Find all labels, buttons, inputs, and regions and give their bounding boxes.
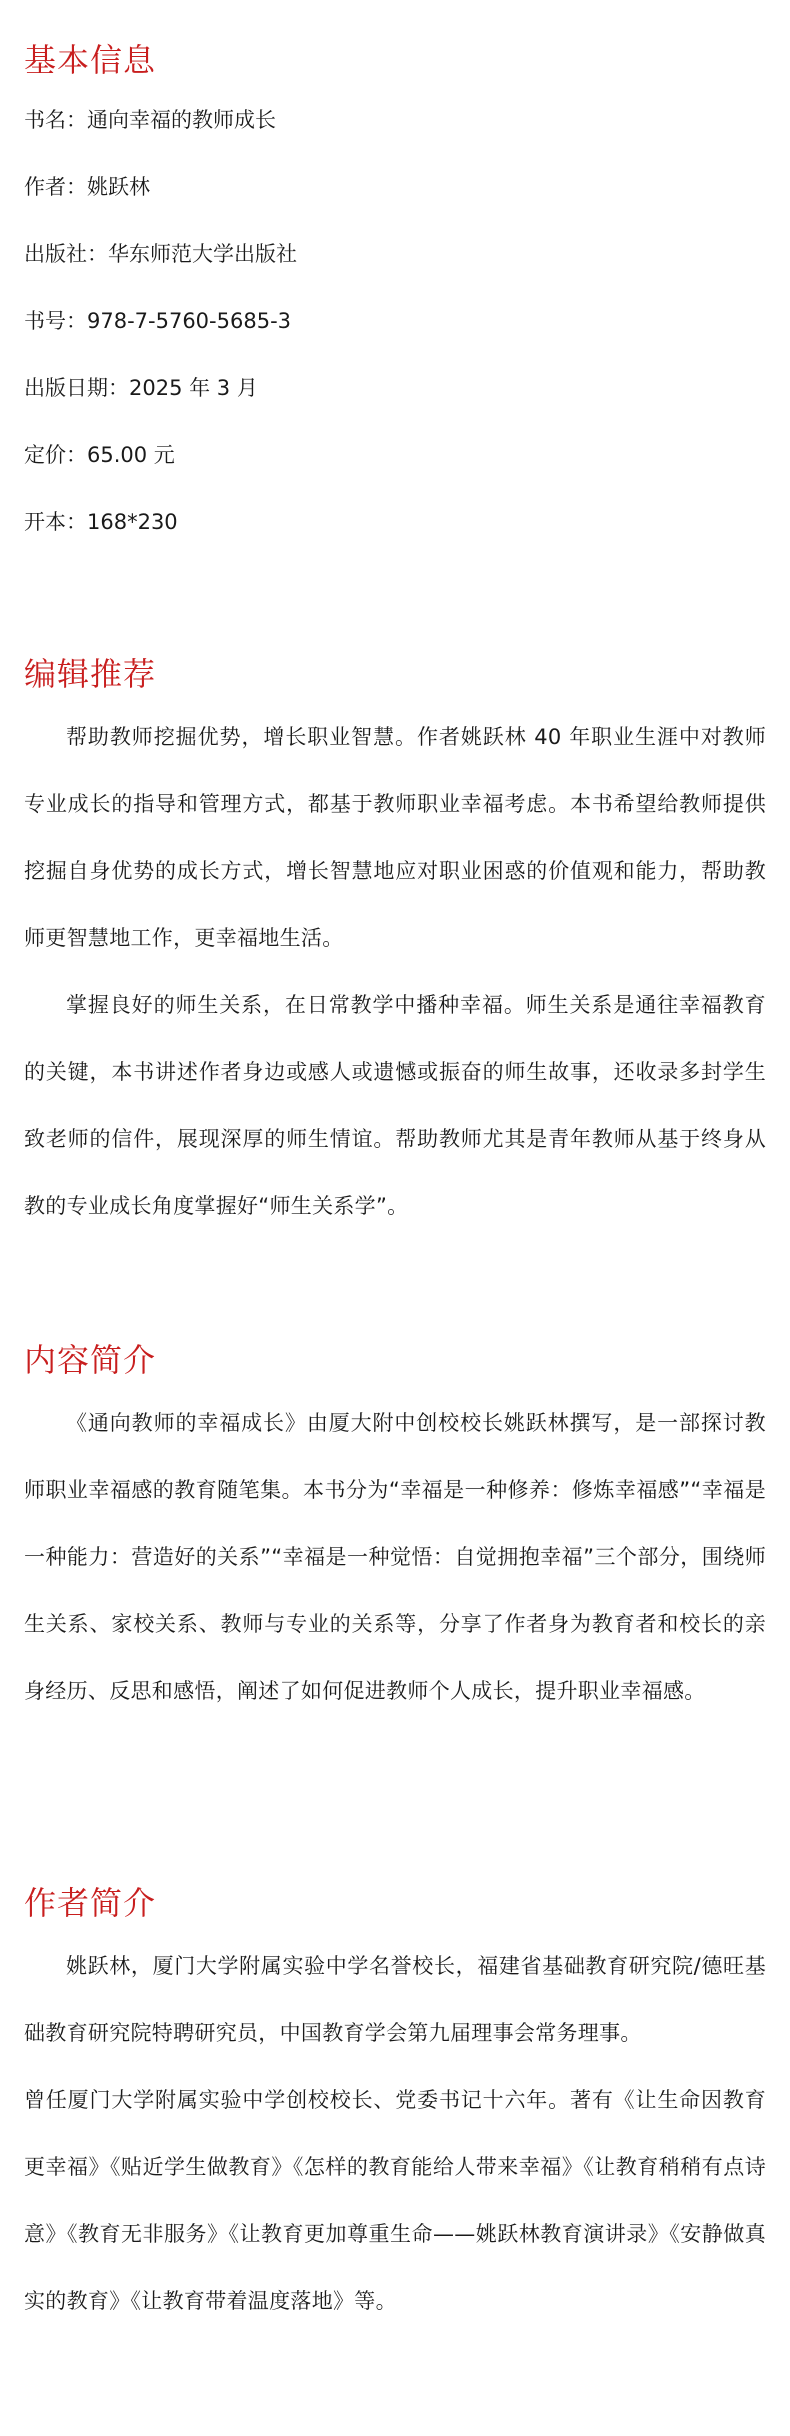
info-format: 开本：168*230 bbox=[24, 510, 178, 534]
editor-recommendation-heading: 编辑推荐 bbox=[24, 655, 157, 693]
info-publisher: 出版社：华东师范大学出版社 bbox=[24, 242, 297, 266]
info-publish-date: 出版日期：2025 年 3 月 bbox=[24, 376, 258, 400]
info-isbn: 书号：978-7-5760-5685-3 bbox=[24, 309, 292, 333]
author-intro-heading: 作者简介 bbox=[24, 1884, 157, 1922]
basic-info-list bbox=[24, 106, 766, 536]
content-summary-section bbox=[24, 1340, 766, 1725]
basic-info-section bbox=[24, 40, 766, 536]
basic-info-heading: 基本信息 bbox=[24, 41, 157, 79]
editor-recommendation-section bbox=[24, 654, 766, 1240]
info-title: 书名：通向幸福的教师成长 bbox=[24, 108, 276, 132]
author-intro-paragraph-1: 姚跃林，厦门大学附属实验中学名誉校长，福建省基础教育研究院/德旺基础教育研究院特聘研究员，中国教育学会第九届理事会常务理事。 bbox=[24, 1954, 766, 2045]
info-author: 作者：姚跃林 bbox=[24, 175, 150, 199]
author-intro-paragraph-2: 曾任厦门大学附属实验中学创校校长、党委书记十六年。著有《让生命因教育更幸福》《贴近学生做教育》《怎样的教育能给人带来幸福》《让教育稍稍有点诗意》《教育无非服务》《让教育更加尊重生命——姚跃林教育演讲录》《安静做真实的教育》《让教育带着温度落地》等。 bbox=[24, 2088, 766, 2313]
info-price: 定价：65.00 元 bbox=[24, 443, 175, 467]
content-summary-heading: 内容简介 bbox=[24, 1341, 157, 1379]
author-intro-section bbox=[24, 1883, 766, 2335]
editor-recommendation-body bbox=[24, 704, 766, 1240]
editor-recommendation-paragraph-1: 帮助教师挖掘优势，增长职业智慧。作者姚跃林 40 年职业生涯中对教师专业成长的指导和管理方式，都基于教师职业幸福考虑。本书希望给教师提供挖掘自身优势的成长方式，增长智慧地应对职业困惑的价值观和能力，帮助教师更智慧地工作，更幸福地生活。 bbox=[24, 725, 766, 950]
author-intro-body bbox=[24, 1933, 766, 2335]
content-summary-paragraph: 《通向教师的幸福成长》由厦大附中创校校长姚跃林撰写，是一部探讨教师职业幸福感的教育随笔集。本书分为“幸福是一种修养：修炼幸福感”“幸福是一种能力：营造好的关系”“幸福是一种觉悟：自觉拥抱幸福”三个部分，围绕师生关系、家校关系、教师与专业的关系等，分享了作者身为教育者和校长的亲身经历、反思和感悟，阐述了如何促进教师个人成长，提升职业幸福感。 bbox=[24, 1411, 766, 1703]
editor-recommendation-paragraph-2: 掌握良好的师生关系，在日常教学中播种幸福。师生关系是通往幸福教育的关键，本书讲述作者身边或感人或遗憾或振奋的师生故事，还收录多封学生致老师的信件，展现深厚的师生情谊。帮助教师尤其是青年教师从基于终身从教的专业成长角度掌握好“师生关系学”。 bbox=[24, 993, 766, 1218]
content-summary-body bbox=[24, 1390, 766, 1725]
